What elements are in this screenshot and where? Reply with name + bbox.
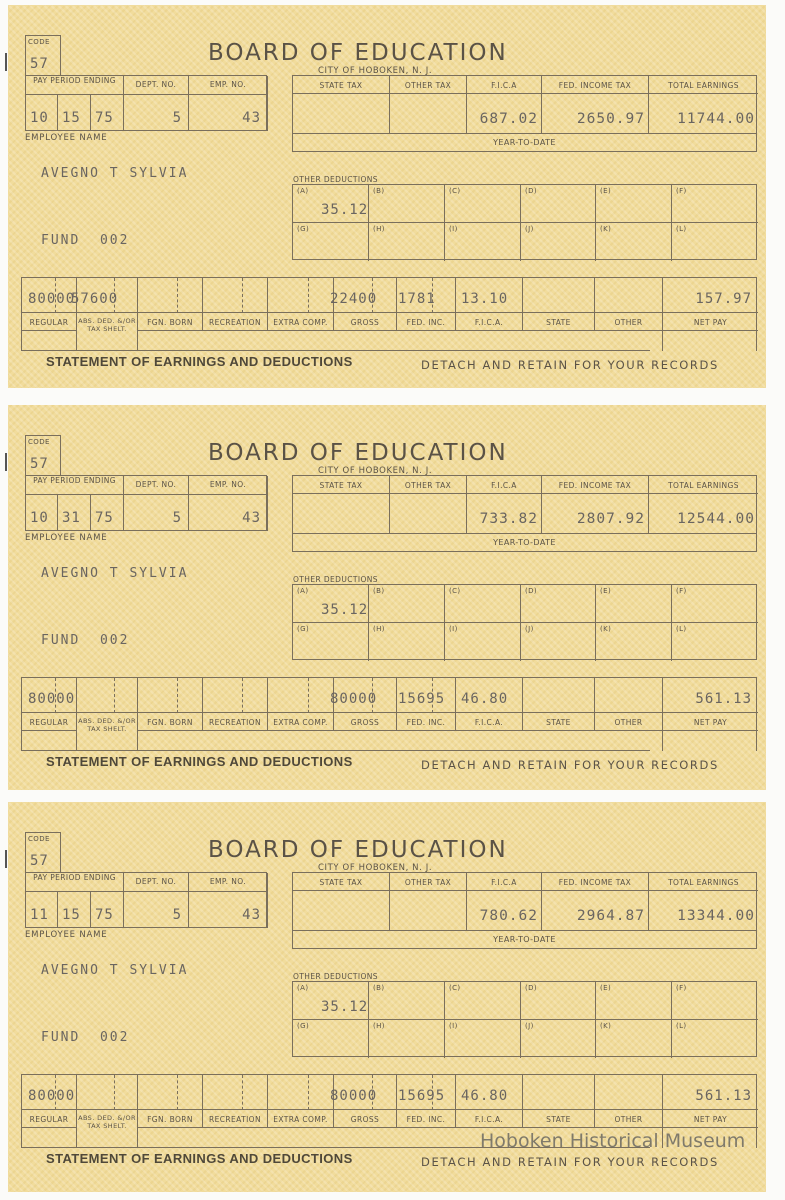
deduction-letter: (J) xyxy=(525,625,534,633)
pay-period-label: PAY PERIOD ENDING xyxy=(26,476,124,495)
ytd-label: YEAR-TO-DATE xyxy=(293,533,756,552)
cents-divider xyxy=(242,278,243,313)
ytd-state-tax-value xyxy=(293,494,390,533)
state-label: STATE xyxy=(523,713,595,731)
fed-inc-label: FED. INC. xyxy=(397,1110,456,1128)
ytd-fed-income-tax-header: FED. INCOME TAX xyxy=(542,873,649,891)
pay-period-label: PAY PERIOD ENDING xyxy=(26,873,124,892)
recreation-label: RECREATION xyxy=(203,313,268,331)
fed-inc-amount: 15695 xyxy=(398,691,446,707)
fica-label: F.I.C.A. xyxy=(456,713,523,731)
deduction-letter: (E) xyxy=(600,187,612,195)
bottom-rule xyxy=(21,350,650,351)
ytd-total-earnings-header: TOTAL EARNINGS xyxy=(649,476,758,494)
state-value-cell xyxy=(523,1075,595,1110)
deduction-letter: (B) xyxy=(373,587,385,595)
deduction-letter: (G) xyxy=(297,625,310,633)
deduction-letter: (B) xyxy=(373,984,385,992)
deduction-letter: (L) xyxy=(676,225,687,233)
year-to-date-block xyxy=(292,872,757,949)
gross-amount: 22400 xyxy=(330,291,378,307)
other-deductions-grid xyxy=(292,584,757,660)
employee-name-label: EMPLOYEE NAME xyxy=(25,533,108,543)
deduction-cell xyxy=(596,982,672,1020)
cents-divider xyxy=(242,1075,243,1110)
deduction-cell xyxy=(369,623,445,661)
ytd-total-earnings-value: 11744.00 xyxy=(677,111,755,127)
code-box xyxy=(25,832,61,873)
deduction-letter: (B) xyxy=(373,187,385,195)
cents-divider xyxy=(114,678,115,713)
recreation-label: RECREATION xyxy=(203,713,268,731)
fund-value: FUND 002 xyxy=(41,633,130,648)
net-pay-amount: 157.97 xyxy=(695,291,752,307)
code-value: 57 xyxy=(30,56,49,72)
state-value-cell xyxy=(523,678,595,713)
emp-label: EMP. NO. xyxy=(189,76,268,95)
ytd-state-tax-value xyxy=(293,891,390,930)
deduction-letter: (E) xyxy=(600,587,612,595)
employee-name-value: AVEGNO T SYLVIA xyxy=(41,166,189,181)
earnings-deductions-grid xyxy=(21,277,757,351)
deduction-cell xyxy=(672,185,758,223)
emp-label: EMP. NO. xyxy=(189,476,268,495)
dept-no-value: 5 xyxy=(124,495,189,531)
ytd-fica-header: F.I.C.A xyxy=(467,873,542,891)
extra-comp-value-cell xyxy=(268,278,334,313)
ytd-fed-income-tax-header: FED. INCOME TAX xyxy=(542,76,649,94)
deduction-letter: (H) xyxy=(373,1022,385,1030)
net-pay-label: NET PAY xyxy=(663,313,758,331)
deduction-cell xyxy=(672,982,758,1020)
ytd-fica-value: 780.62 xyxy=(467,891,542,930)
perforation-mark xyxy=(5,850,7,868)
dept-label: DEPT. NO. xyxy=(124,476,189,495)
deduction-letter: (C) xyxy=(449,587,461,595)
fgn-born-value-cell xyxy=(138,1075,203,1110)
board-title: BOARD OF EDUCATION xyxy=(208,40,508,66)
deduction-letter: (D) xyxy=(525,587,538,595)
fica-amount: 13.10 xyxy=(461,291,509,307)
fica-amount: 46.80 xyxy=(461,1088,509,1104)
state-label: STATE xyxy=(523,313,595,331)
gross-label: GROSS xyxy=(334,713,397,731)
deduction-letter: (E) xyxy=(600,984,612,992)
deduction-a-value: 35.12 xyxy=(321,202,369,218)
deduction-letter: (F) xyxy=(676,587,687,595)
abs-ded-value-cell xyxy=(77,1075,138,1110)
deduction-cell xyxy=(672,1020,758,1058)
deduction-letter: (G) xyxy=(297,1022,310,1030)
deduction-cell xyxy=(369,223,445,261)
statement-title: STATEMENT OF EARNINGS AND DEDUCTIONS xyxy=(46,1151,353,1166)
other-deductions-grid xyxy=(292,184,757,260)
deduction-letter: (K) xyxy=(600,225,612,233)
gross-label: GROSS xyxy=(334,1110,397,1128)
deduction-letter: (K) xyxy=(600,625,612,633)
board-subtitle: CITY OF HOBOKEN, N. J. xyxy=(318,66,433,76)
deduction-cell xyxy=(672,223,758,261)
statement-title: STATEMENT OF EARNINGS AND DEDUCTIONS xyxy=(46,754,353,769)
deduction-letter: (H) xyxy=(373,625,385,633)
employee-name-value: AVEGNO T SYLVIA xyxy=(41,566,189,581)
board-subtitle: CITY OF HOBOKEN, N. J. xyxy=(318,863,433,873)
deduction-cell xyxy=(445,982,521,1020)
employee-name-label: EMPLOYEE NAME xyxy=(25,930,108,940)
ytd-other-tax-header: OTHER TAX xyxy=(390,873,467,891)
fed-inc-label: FED. INC. xyxy=(397,713,456,731)
dept-no-value: 5 xyxy=(124,892,189,928)
other-deductions-label: OTHER DEDUCTIONS xyxy=(293,972,378,981)
deduction-cell xyxy=(445,185,521,223)
recreation-value-cell xyxy=(203,278,268,313)
regular-label: REGULAR xyxy=(22,313,77,331)
fgn-born-label: FGN. BORN xyxy=(138,713,203,731)
ytd-state-tax-header: STATE TAX xyxy=(293,76,390,94)
deduction-cell xyxy=(293,982,369,1020)
abs-ded-label: ABS. DED. &/OR TAX SHELT. xyxy=(77,313,138,351)
deduction-cell xyxy=(445,1020,521,1058)
cents-divider xyxy=(308,678,309,713)
deduction-a-value: 35.12 xyxy=(321,602,369,618)
ytd-other-tax-value xyxy=(390,891,467,930)
ytd-state-tax-value xyxy=(293,94,390,133)
extra-comp-label: EXTRA COMP. xyxy=(268,713,334,731)
extra-comp-label: EXTRA COMP. xyxy=(268,313,334,331)
deduction-letter: (D) xyxy=(525,187,538,195)
year-to-date-block xyxy=(292,475,757,552)
statement-title: STATEMENT OF EARNINGS AND DEDUCTIONS xyxy=(46,354,353,369)
deduction-cell xyxy=(521,223,596,261)
deduction-cell xyxy=(445,223,521,261)
fgn-born-value-cell xyxy=(138,678,203,713)
regular-amount: 80000 xyxy=(28,691,76,707)
deduction-letter: (F) xyxy=(676,984,687,992)
code-label: CODE xyxy=(28,438,50,446)
emp-no-value: 43 xyxy=(189,95,268,131)
regular-label: REGULAR xyxy=(22,1110,77,1128)
cents-divider xyxy=(177,278,178,313)
ytd-fed-income-tax-value: 2650.97 xyxy=(542,94,649,133)
deduction-cell xyxy=(293,1020,369,1058)
dept-label: DEPT. NO. xyxy=(124,873,189,892)
deduction-letter: (A) xyxy=(297,587,309,595)
code-value: 57 xyxy=(30,853,49,869)
deduction-cell xyxy=(596,623,672,661)
deduction-letter: (L) xyxy=(676,1022,687,1030)
remarks-cell xyxy=(138,731,663,751)
dept-label: DEPT. NO. xyxy=(124,76,189,95)
deduction-letter: (F) xyxy=(676,187,687,195)
cents-divider xyxy=(177,1075,178,1110)
other-label: OTHER xyxy=(595,1110,663,1128)
deduction-cell xyxy=(596,223,672,261)
regular-blank-cell xyxy=(22,331,77,351)
remarks-cell xyxy=(138,331,663,351)
other-label: OTHER xyxy=(595,313,663,331)
pay-period-month: 10 xyxy=(26,495,58,531)
recreation-value-cell xyxy=(203,678,268,713)
abs-ded-amount: 57600 xyxy=(71,291,119,307)
deduction-letter: (I) xyxy=(449,625,458,633)
code-value: 57 xyxy=(30,456,49,472)
ytd-state-tax-header: STATE TAX xyxy=(293,873,390,891)
other-value-cell xyxy=(595,678,663,713)
deduction-letter: (L) xyxy=(676,625,687,633)
fgn-born-label: FGN. BORN xyxy=(138,313,203,331)
pay-period-day: 15 xyxy=(58,892,91,928)
regular-amount: 80000 xyxy=(28,291,76,307)
fed-inc-amount: 15695 xyxy=(398,1088,446,1104)
deduction-letter: (K) xyxy=(600,1022,612,1030)
abs-ded-label: ABS. DED. &/OR TAX SHELT. xyxy=(77,713,138,751)
deduction-cell xyxy=(369,585,445,623)
recreation-value-cell xyxy=(203,1075,268,1110)
employee-name-label: EMPLOYEE NAME xyxy=(25,133,108,143)
deduction-letter: (A) xyxy=(297,187,309,195)
deduction-cell xyxy=(596,1020,672,1058)
fed-inc-label: FED. INC. xyxy=(397,313,456,331)
emp-no-value: 43 xyxy=(189,892,268,928)
recreation-label: RECREATION xyxy=(203,1110,268,1128)
fund-value: FUND 002 xyxy=(41,233,130,248)
deduction-a-value: 35.12 xyxy=(321,999,369,1015)
cents-divider xyxy=(308,1075,309,1110)
deduction-cell xyxy=(369,1020,445,1058)
pay-period-day: 15 xyxy=(58,95,91,131)
regular-blank-cell xyxy=(22,731,77,751)
ytd-other-tax-value xyxy=(390,494,467,533)
other-value-cell xyxy=(595,278,663,313)
ytd-label: YEAR-TO-DATE xyxy=(293,133,756,152)
regular-label: REGULAR xyxy=(22,713,77,731)
abs-ded-value-cell xyxy=(77,678,138,713)
pay-period-label: PAY PERIOD ENDING xyxy=(26,76,124,95)
deduction-cell xyxy=(369,185,445,223)
extra-comp-value-cell xyxy=(268,678,334,713)
deduction-cell xyxy=(672,585,758,623)
deduction-cell xyxy=(445,585,521,623)
board-title: BOARD OF EDUCATION xyxy=(208,837,508,863)
deduction-cell xyxy=(293,623,369,661)
deduction-letter: (I) xyxy=(449,1022,458,1030)
ytd-fica-header: F.I.C.A xyxy=(467,76,542,94)
extra-comp-value-cell xyxy=(268,1075,334,1110)
year-to-date-block xyxy=(292,75,757,152)
pay-stub xyxy=(8,5,766,388)
fund-value: FUND 002 xyxy=(41,1030,130,1045)
detach-notice: DETACH AND RETAIN FOR YOUR RECORDS xyxy=(421,1155,719,1169)
net-pay-amount: 561.13 xyxy=(695,1088,752,1104)
state-label: STATE xyxy=(523,1110,595,1128)
ytd-total-earnings-value: 12544.00 xyxy=(677,511,755,527)
ytd-label: YEAR-TO-DATE xyxy=(293,930,756,949)
net-pay-amount: 561.13 xyxy=(695,691,752,707)
regular-blank-cell xyxy=(22,1128,77,1148)
ytd-other-tax-header: OTHER TAX xyxy=(390,476,467,494)
deduction-cell xyxy=(596,185,672,223)
deduction-cell xyxy=(521,585,596,623)
code-label: CODE xyxy=(28,38,50,46)
ytd-other-tax-value xyxy=(390,94,467,133)
code-box xyxy=(25,435,61,476)
ytd-other-tax-header: OTHER TAX xyxy=(390,76,467,94)
cents-divider xyxy=(308,278,309,313)
board-title: BOARD OF EDUCATION xyxy=(208,440,508,466)
pay-period-block xyxy=(25,75,267,131)
pay-period-month: 10 xyxy=(26,95,58,131)
ytd-total-earnings-value: 13344.00 xyxy=(677,908,755,924)
other-deductions-grid xyxy=(292,981,757,1057)
bottom-rule xyxy=(21,750,650,751)
pay-period-day: 31 xyxy=(58,495,91,531)
gross-label: GROSS xyxy=(334,313,397,331)
perforation-mark xyxy=(5,53,7,71)
ytd-fica-value: 733.82 xyxy=(467,494,542,533)
deduction-letter: (J) xyxy=(525,225,534,233)
detach-notice: DETACH AND RETAIN FOR YOUR RECORDS xyxy=(421,758,719,772)
other-deductions-label: OTHER DEDUCTIONS xyxy=(293,575,378,584)
earnings-deductions-grid xyxy=(21,677,757,751)
deduction-cell xyxy=(521,185,596,223)
board-subtitle: CITY OF HOBOKEN, N. J. xyxy=(318,466,433,476)
code-box xyxy=(25,35,61,76)
ytd-state-tax-header: STATE TAX xyxy=(293,476,390,494)
other-deductions-label: OTHER DEDUCTIONS xyxy=(293,175,378,184)
museum-watermark: Hoboken Historical Museum xyxy=(480,1130,746,1152)
deduction-cell xyxy=(672,623,758,661)
ytd-fica-value: 687.02 xyxy=(467,94,542,133)
ytd-fica-header: F.I.C.A xyxy=(467,476,542,494)
regular-amount: 80000 xyxy=(28,1088,76,1104)
ytd-fed-income-tax-value: 2807.92 xyxy=(542,494,649,533)
pay-period-block xyxy=(25,475,267,531)
pay-period-year: 75 xyxy=(91,892,124,928)
pay-period-year: 75 xyxy=(91,495,124,531)
emp-no-value: 43 xyxy=(189,495,268,531)
cents-divider xyxy=(114,1075,115,1110)
deduction-letter: (I) xyxy=(449,225,458,233)
ytd-total-earnings-header: TOTAL EARNINGS xyxy=(649,76,758,94)
emp-label: EMP. NO. xyxy=(189,873,268,892)
other-label: OTHER xyxy=(595,713,663,731)
pay-period-year: 75 xyxy=(91,95,124,131)
deduction-letter: (H) xyxy=(373,225,385,233)
perforation-mark xyxy=(5,453,7,471)
dept-no-value: 5 xyxy=(124,95,189,131)
deduction-letter: (C) xyxy=(449,984,461,992)
deduction-cell xyxy=(445,623,521,661)
employee-name-value: AVEGNO T SYLVIA xyxy=(41,963,189,978)
deduction-cell xyxy=(293,585,369,623)
fica-amount: 46.80 xyxy=(461,691,509,707)
deduction-cell xyxy=(521,982,596,1020)
code-label: CODE xyxy=(28,835,50,843)
ytd-fed-income-tax-header: FED. INCOME TAX xyxy=(542,476,649,494)
deduction-cell xyxy=(521,1020,596,1058)
deduction-letter: (G) xyxy=(297,225,310,233)
fgn-born-label: FGN. BORN xyxy=(138,1110,203,1128)
gross-amount: 80000 xyxy=(330,691,378,707)
fed-inc-amount: 1781 xyxy=(398,291,436,307)
abs-ded-label: ABS. DED. &/OR TAX SHELT. xyxy=(77,1110,138,1148)
pay-period-month: 11 xyxy=(26,892,58,928)
deduction-cell xyxy=(369,982,445,1020)
deduction-cell xyxy=(596,585,672,623)
pay-stub xyxy=(8,405,766,790)
state-value-cell xyxy=(523,278,595,313)
deduction-letter: (J) xyxy=(525,1022,534,1030)
net-pay-label: NET PAY xyxy=(663,1110,758,1128)
deduction-cell xyxy=(293,185,369,223)
deduction-letter: (A) xyxy=(297,984,309,992)
ytd-total-earnings-header: TOTAL EARNINGS xyxy=(649,873,758,891)
extra-comp-label: EXTRA COMP. xyxy=(268,1110,334,1128)
gross-amount: 80000 xyxy=(330,1088,378,1104)
fgn-born-value-cell xyxy=(138,278,203,313)
net-pay-label: NET PAY xyxy=(663,713,758,731)
fica-label: F.I.C.A. xyxy=(456,313,523,331)
fica-label: F.I.C.A. xyxy=(456,1110,523,1128)
detach-notice: DETACH AND RETAIN FOR YOUR RECORDS xyxy=(421,358,719,372)
deduction-cell xyxy=(521,623,596,661)
pay-period-block xyxy=(25,872,267,928)
deduction-letter: (C) xyxy=(449,187,461,195)
cents-divider xyxy=(177,678,178,713)
cents-divider xyxy=(242,678,243,713)
deduction-cell xyxy=(293,223,369,261)
other-value-cell xyxy=(595,1075,663,1110)
ytd-fed-income-tax-value: 2964.87 xyxy=(542,891,649,930)
deduction-letter: (D) xyxy=(525,984,538,992)
